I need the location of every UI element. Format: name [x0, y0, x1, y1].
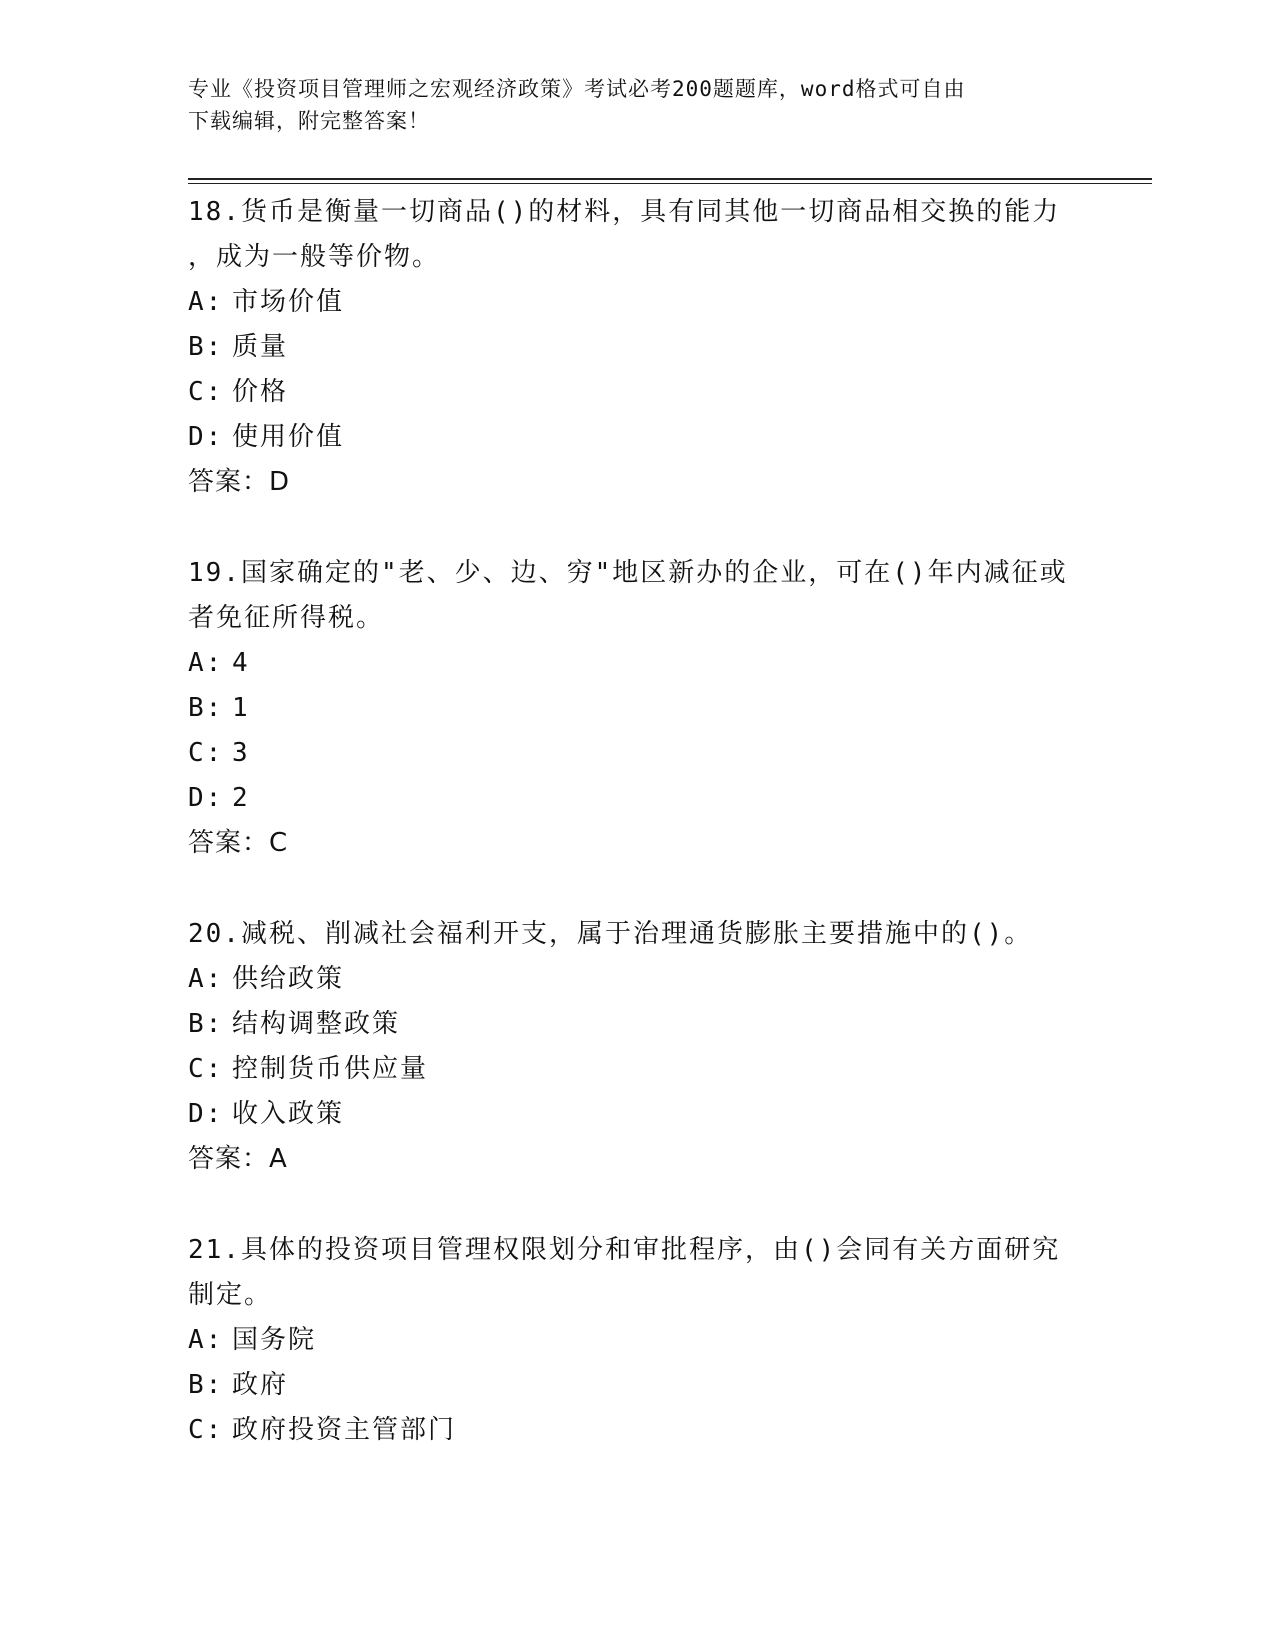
- answer-line: 答案：A: [188, 1144, 288, 1174]
- option-letter: C:: [188, 738, 224, 768]
- option-d: [188, 415, 1088, 460]
- answer-line: 答案：C: [188, 828, 289, 858]
- header-line-2: 下载编辑，附完整答案！: [188, 109, 430, 133]
- option-letter: C:: [188, 1415, 224, 1445]
- option-text: 供给政策: [232, 964, 345, 994]
- option-text: 结构调整政策: [232, 1009, 401, 1039]
- option-a: [188, 280, 1088, 325]
- option-a: [188, 957, 1088, 1002]
- option-a: [188, 1318, 1088, 1363]
- option-c: [188, 1047, 1088, 1092]
- option-letter: B:: [188, 693, 224, 723]
- option-letter: D:: [188, 1099, 224, 1129]
- option-text: 使用价值: [232, 422, 345, 452]
- option-letter: A:: [188, 964, 224, 994]
- question-text: 21.具体的投资项目管理权限划分和审批程序，由()会同有关方面研究: [188, 1235, 1061, 1265]
- option-d: [188, 1092, 1088, 1137]
- option-letter: D:: [188, 422, 224, 452]
- header-divider-thin: [188, 183, 1152, 184]
- option-letter: A:: [188, 648, 224, 678]
- option-letter: A:: [188, 1325, 224, 1355]
- option-text: 4: [232, 648, 250, 678]
- option-letter: A:: [188, 287, 224, 317]
- header-line-1: 专业《投资项目管理师之宏观经济政策》考试必考200题题库，word格式可自由: [188, 77, 966, 101]
- option-letter: B:: [188, 1370, 224, 1400]
- question-19: [188, 551, 1088, 866]
- question-21: [188, 1228, 1088, 1453]
- question-text: 20.减税、削减社会福利开支，属于治理通货膨胀主要措施中的()。: [188, 919, 1033, 949]
- option-b: [188, 325, 1088, 370]
- option-c: [188, 731, 1088, 776]
- question-text-cont: 者免征所得税。: [188, 603, 385, 633]
- option-d: [188, 776, 1088, 821]
- option-text: 控制货币供应量: [232, 1054, 429, 1084]
- question-20: [188, 912, 1088, 1182]
- question-text: 18.货币是衡量一切商品()的材料，具有同其他一切商品相交换的能力: [188, 197, 1061, 227]
- option-text: 1: [232, 693, 250, 723]
- option-text: 收入政策: [232, 1099, 345, 1129]
- option-b: [188, 1363, 1088, 1408]
- question-text-cont: 制定。: [188, 1280, 273, 1310]
- option-b: [188, 1002, 1088, 1047]
- option-letter: B:: [188, 332, 224, 362]
- option-text: 政府: [232, 1370, 289, 1400]
- option-text: 市场价值: [232, 287, 345, 317]
- option-text: 政府投资主管部门: [232, 1415, 457, 1445]
- answer-line: 答案：D: [188, 467, 291, 497]
- option-a: [188, 641, 1088, 686]
- question-list: [188, 190, 1088, 1453]
- option-letter: D:: [188, 783, 224, 813]
- document-header: [188, 73, 1088, 137]
- option-b: [188, 686, 1088, 731]
- header-divider-thick: [188, 178, 1152, 180]
- option-text: 质量: [232, 332, 289, 362]
- option-letter: B:: [188, 1009, 224, 1039]
- question-text-cont: ，成为一般等价物。: [188, 242, 441, 272]
- question-text: 19.国家确定的"老、少、边、穷"地区新办的企业，可在()年内减征或: [188, 558, 1068, 588]
- option-letter: C:: [188, 1054, 224, 1084]
- option-text: 2: [232, 783, 250, 813]
- option-text: 价格: [232, 377, 289, 407]
- option-text: 3: [232, 738, 250, 768]
- option-c: [188, 1408, 1088, 1453]
- option-text: 国务院: [232, 1325, 317, 1355]
- option-c: [188, 370, 1088, 415]
- question-18: [188, 190, 1088, 505]
- option-letter: C:: [188, 377, 224, 407]
